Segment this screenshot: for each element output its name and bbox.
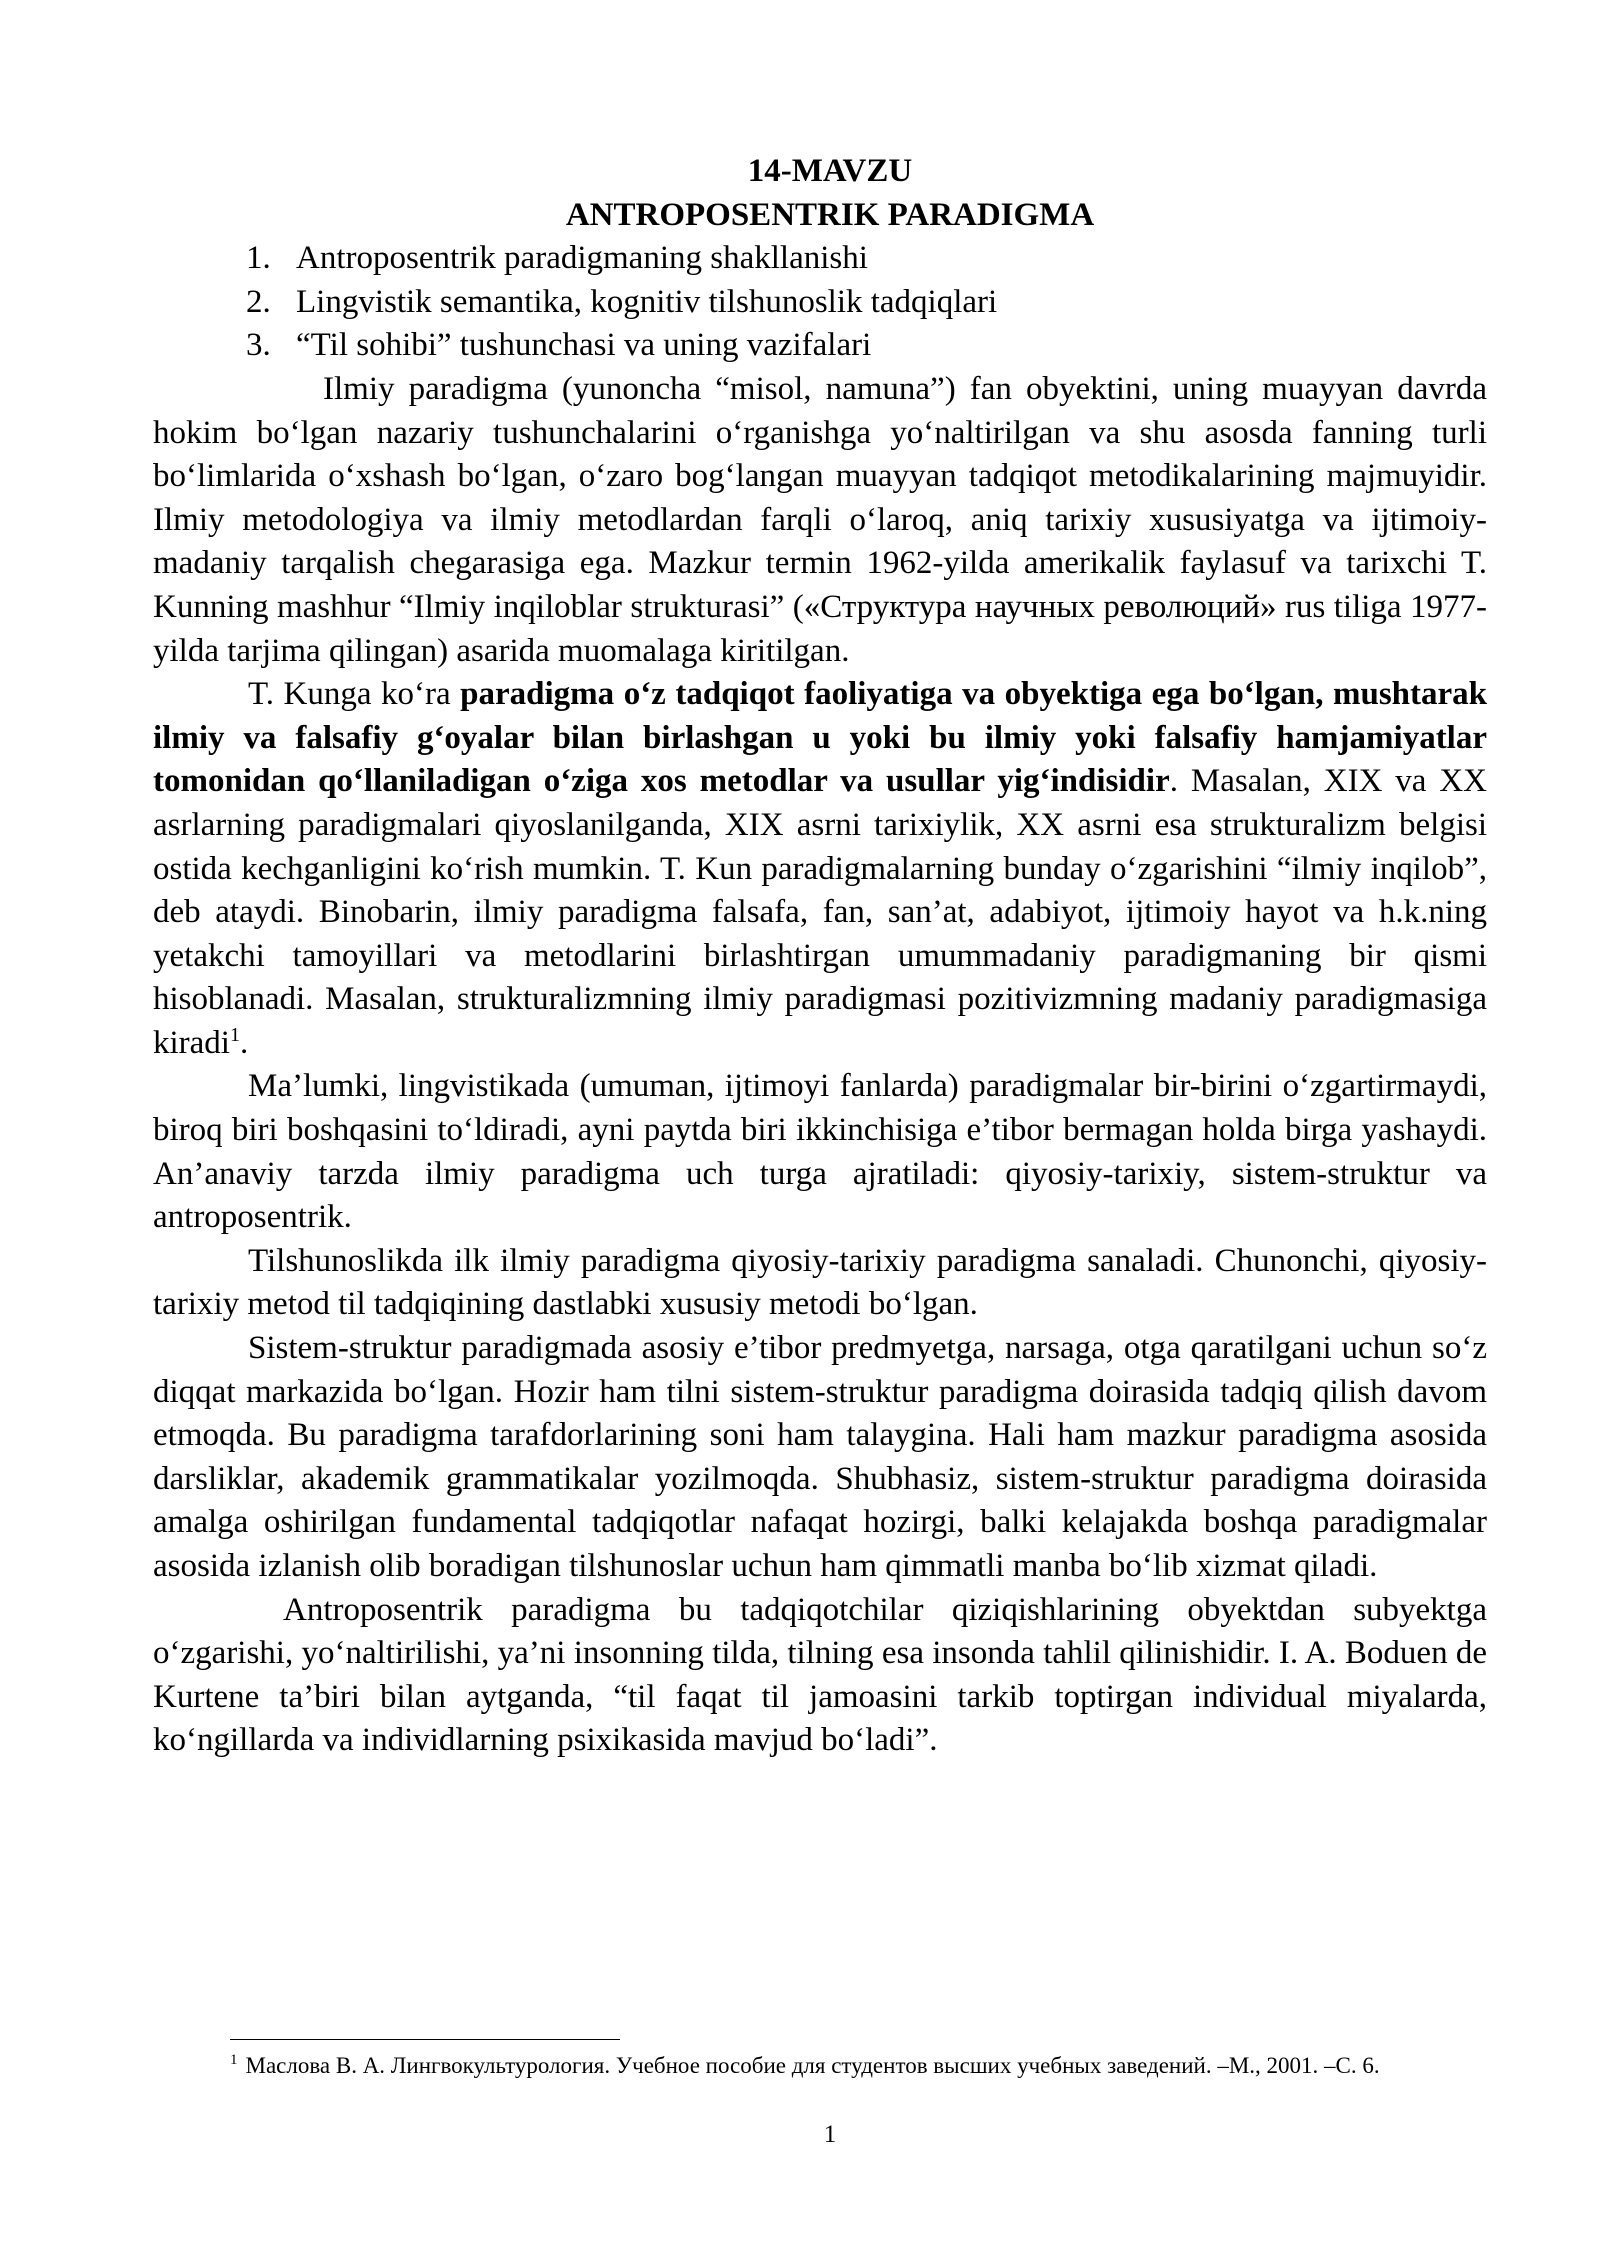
footnote-divider: [230, 2039, 620, 2040]
paragraph-comparative: Tilshunoslikda ilk ilmiy paradigma qiyosiy-tarixiy paradigma sanaladi. Chunonchi, qiyosiy-tarixiy metod til tadqiqining dastlabki xususiy metodi boʻlgan.: [153, 1242, 1487, 1323]
outline-item-number: 1.: [246, 240, 271, 277]
outline-item-number: 2.: [246, 283, 271, 320]
outline-item-text: Antroposentrik paradigmaning shakllanishi: [296, 240, 868, 277]
document-body: [153, 150, 1487, 1763]
outline-item: [153, 324, 1487, 368]
paragraph-end: .: [239, 1024, 249, 1061]
outline-item-text: “Til sohibi” tushunchasi va uning vazifalari: [296, 327, 872, 364]
paragraph-paradigm-types: Ma’lumki, lingvistikada (umuman, ijtimoyi fanlarda) paradigmalar bir-birini oʻzgartirmaydi, biroq biri boshqasini toʻldiradi, ayni paytda biri ikkinchisiga e’tibor bermagan holda birga yashaydi. An’anaviy tarzda ilmiy paradigma uch turga ajratiladi: qiyosiy-tarixiy, sistem-struktur va antroposentrik.: [153, 1068, 1487, 1236]
footnote: [230, 2049, 1487, 2083]
outline-list: [153, 237, 1487, 368]
footnote-text: Маслова В. А. Лингвокультурология. Учебное пособие для студентов высших учебных заведений. –М., 2001. –С. 6.: [245, 2053, 1380, 2078]
paragraph-anthropocentric: Antroposentrik paradigma bu tadqiqotchilar qiziqishlarining obyektdan subyektga oʻzgarishi, yoʻnaltirilishi, ya’ni insonning tilda, tilning esa insonda tahlil qilinishidir. I. A. Boduen de Kurtene ta’biri bilan aytganda, “til faqat til jamoasini tarkib toptirgan individual miyalarda, koʻngillarda va individlarning psixikasida mavjud boʻladi”.: [153, 1591, 1487, 1759]
page-number: 1: [823, 2121, 837, 2148]
topic-number: 14-MAVZU: [747, 153, 913, 189]
outline-item: [153, 281, 1487, 325]
paragraph-kuhn: [153, 673, 1487, 1065]
paragraph-lead: T. Kunga koʻra: [248, 676, 461, 713]
paragraph-bold-definition: paradigma oʻz tadqiqot faoliyatiga va obyektiga ega boʻlgan, mushtarak ilmiy va falsafiy gʻoyalar bilan birlashgan u yoki bu ilmiy yoki falsafiy hamjamiyatlar tomonidan qoʻllaniladigan oʻziga xos metodlar va usullar yigʻindisidir: [153, 676, 1488, 800]
footnote-marker: 1: [230, 2052, 238, 2069]
paragraph-definition: Ilmiy paradigma (yunoncha “misol, namuna”) fan obyektini, uning muayyan davrda hokim boʻlgan nazariy tushunchalarini oʻrganishga yoʻnaltirilgan va shu asosda fanning turli boʻlimlarida oʻxshash boʻlgan, oʻzaro bogʻlangan muayyan tadqiqot metodikalarining majmuyidir. Ilmiy metodologiya va ilmiy metodlardan farqli oʻlaroq, aniq tarixiy xususiyatga va ijtimoiy-madaniy tarqalish chegarasiga ega. Mazkur termin 1962-yilda amerikalik faylasuf va tarixchi T. Kunning mashhur “Ilmiy inqiloblar strukturasi” («Структура научных революций» rus tiliga 1977-yilda tarjima qilingan) asarida muomalaga kiritilgan.: [153, 370, 1487, 669]
outline-item-number: 3.: [246, 327, 271, 364]
outline-item: [153, 237, 1487, 281]
paragraph-continuation: . Masalan, XIX va XX asrlarning paradigmalari qiyoslanilganda, XIX asrni tarixiylik, XX asrni esa strukturalizm belgisi ostida kechganligini koʻrish mumkin. T. Kun paradigmalarning bunday oʻzgarishini “ilmiy inqilob”, deb ataydi. Binobarin, ilmiy paradigma falsafa, fan, san’at, adabiyot, ijtimoiy hayot va h.k.ning yetakchi tamoyillari va metodlarini birlashtirgan umummadaniy paradigmaning bir qismi hisoblanadi. Masalan, strukturalizmning ilmiy paradigmasi pozitivizmning madaniy paradigmasiga kiradi: [153, 763, 1487, 1061]
page-title: ANTROPOSENTRIK PARADIGMA: [565, 196, 1095, 233]
paragraph-structural: Sistem-struktur paradigmada asosiy e’tibor predmyetga, narsaga, otga qaratilgani uchun soʻz diqqat markazida boʻlgan. Hozir ham tilni sistem-struktur paradigma doirasida tadqiq qilish davom etmoqda. Bu paradigma tarafdorlarining soni ham talaygina. Hali ham mazkur paradigma asosida darsliklar, akademik grammatikalar yozilmoqda. Shubhasiz, sistem-struktur paradigma doirasida amalga oshirilgan fundamental tadqiqotlar nafaqat hozirgi, balki kelajakda boshqa paradigmalar asosida izlanish olib boradigan tilshunoslar uchun ham qimmatli manba boʻlib xizmat qiladi.: [153, 1330, 1487, 1584]
footnote-reference[interactable]: 1: [229, 1023, 240, 1046]
outline-item-text: Lingvistik semantika, kognitiv tilshunoslik tadqiqlari: [296, 283, 998, 320]
